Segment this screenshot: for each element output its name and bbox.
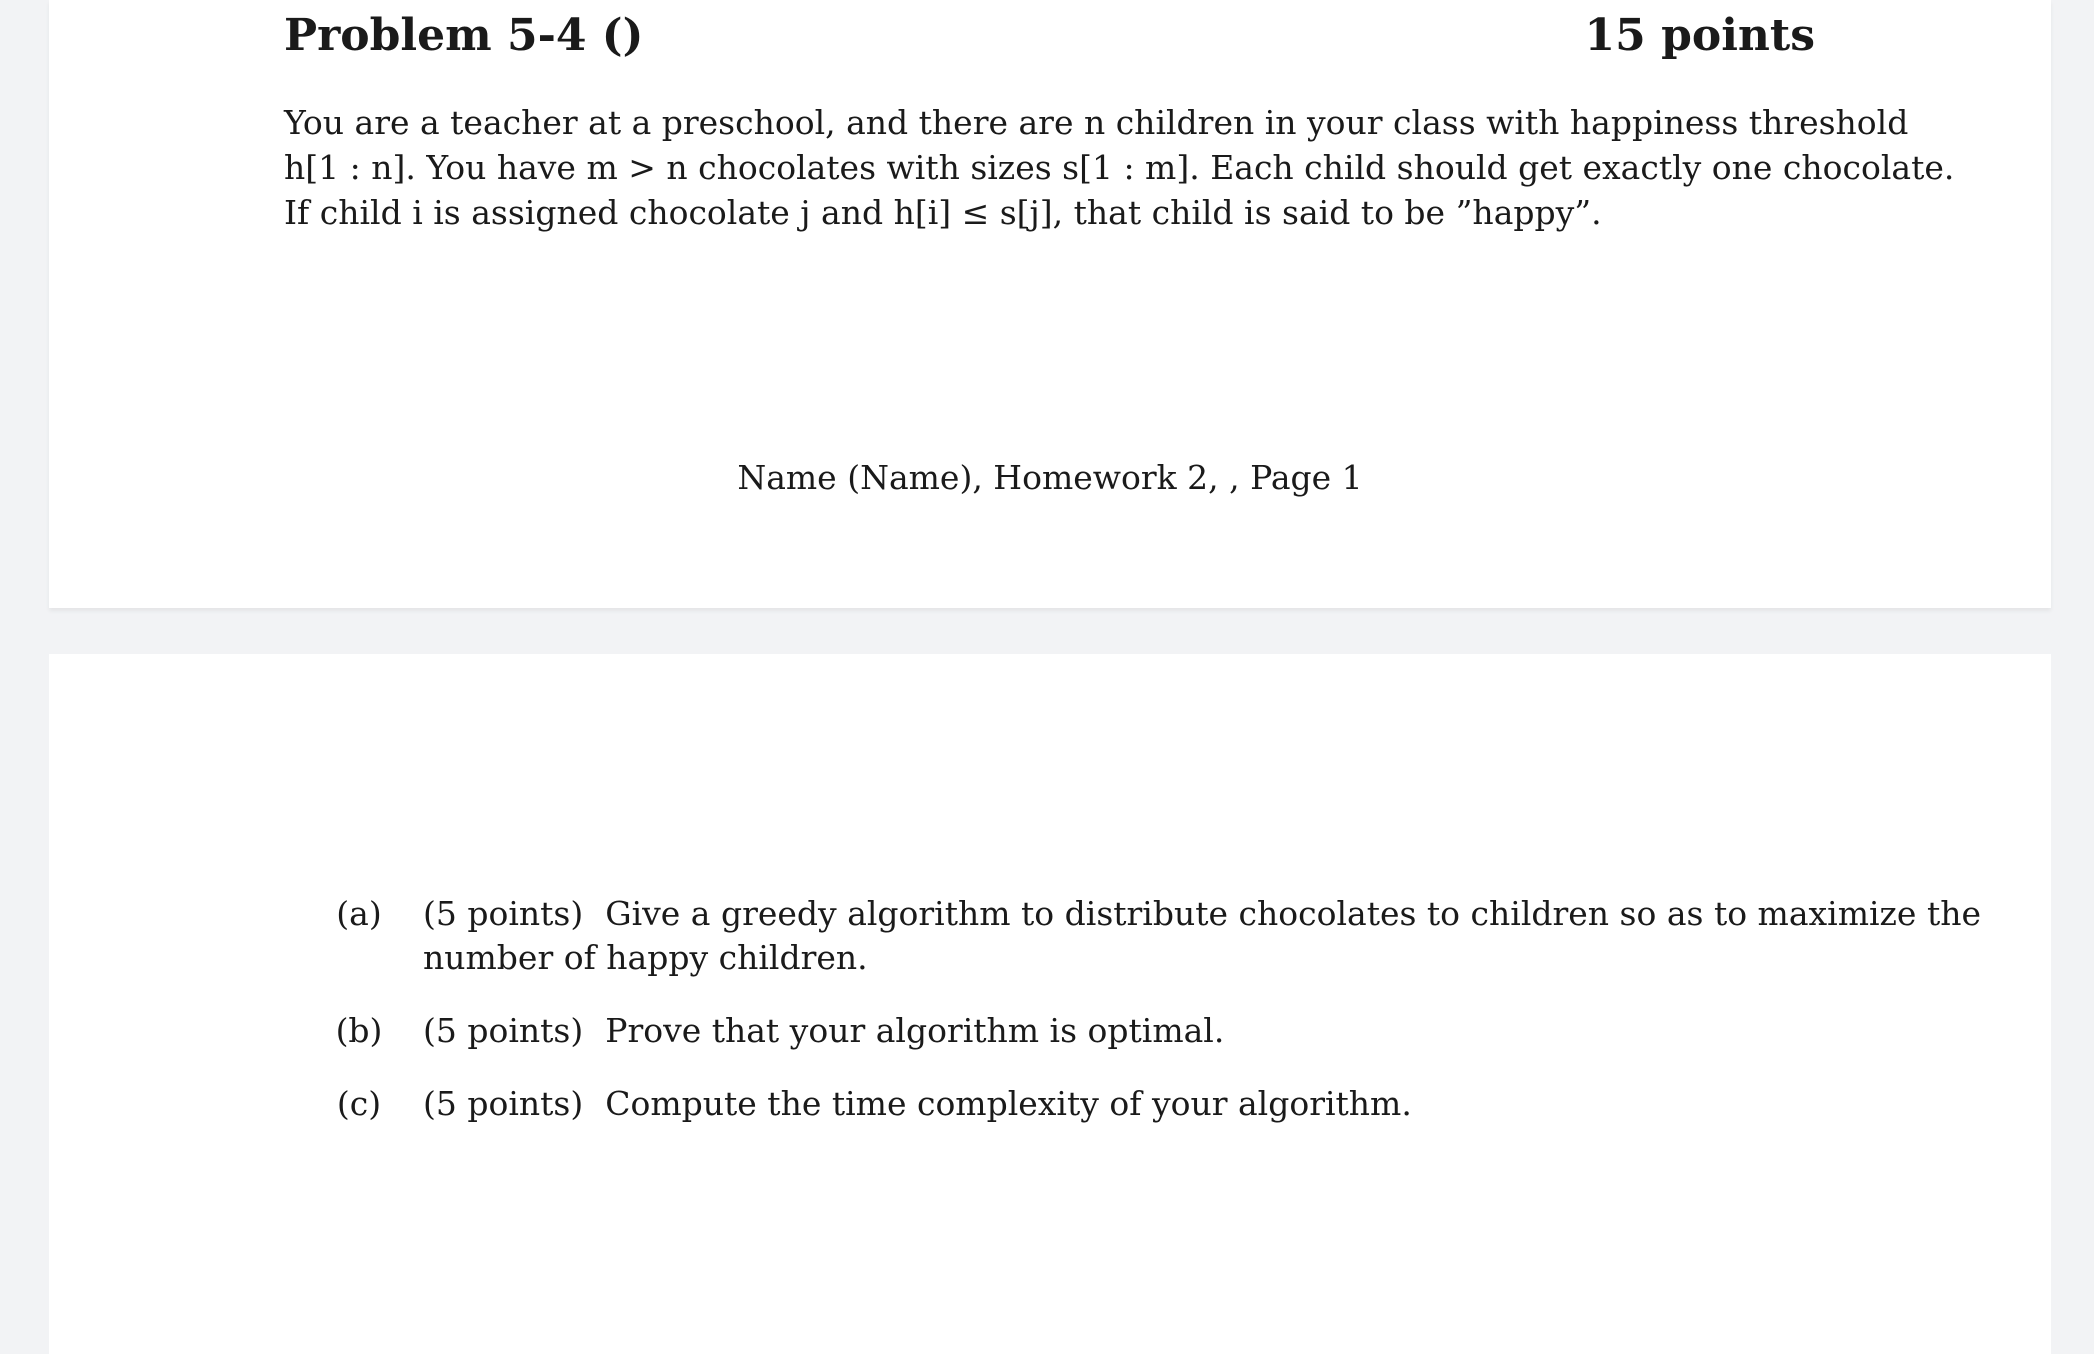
document-page-2 <box>49 654 2051 1354</box>
part-text: Give a greedy algorithm to distribute chocolates to children so as to maximize the <box>605 894 1981 933</box>
part-a-line-2: number of happy children. <box>423 938 868 977</box>
problem-statement <box>284 100 1955 235</box>
part-a <box>309 892 1981 980</box>
part-text: Compute the time complexity of your algorithm. <box>605 1084 1412 1123</box>
part-label: (c) <box>336 1084 382 1123</box>
part-a-line-1 <box>423 892 1981 936</box>
part-points: (5 points) <box>423 1084 584 1123</box>
part-points: (5 points) <box>423 894 584 933</box>
statement-line-3: If child i is assigned chocolate j and h[i] ≤ s[j], that child is said to be ”happy”. <box>284 193 1602 232</box>
part-label: (b) <box>335 1011 383 1050</box>
problem-title: Problem 5-4 () <box>284 10 644 61</box>
problem-parts-list <box>309 892 1981 1155</box>
part-label: (a) <box>336 894 382 933</box>
statement-line-1: You are a teacher at a preschool, and there are n children in your class with happiness threshold <box>284 103 1909 142</box>
problem-points: 15 points <box>1584 10 1815 61</box>
document-page-1 <box>49 0 2051 608</box>
page-footer: Name (Name), Homework 2, , Page 1 <box>737 458 1363 497</box>
statement-line-2: h[1 : n]. You have m > n chocolates with sizes s[1 : m]. Each child should get exactly one chocolate. <box>284 148 1955 187</box>
part-b <box>309 1009 1815 1053</box>
part-c <box>309 1082 1815 1126</box>
problem-header <box>284 10 1815 61</box>
part-points: (5 points) <box>423 1011 584 1050</box>
part-text: Prove that your algorithm is optimal. <box>605 1011 1225 1050</box>
